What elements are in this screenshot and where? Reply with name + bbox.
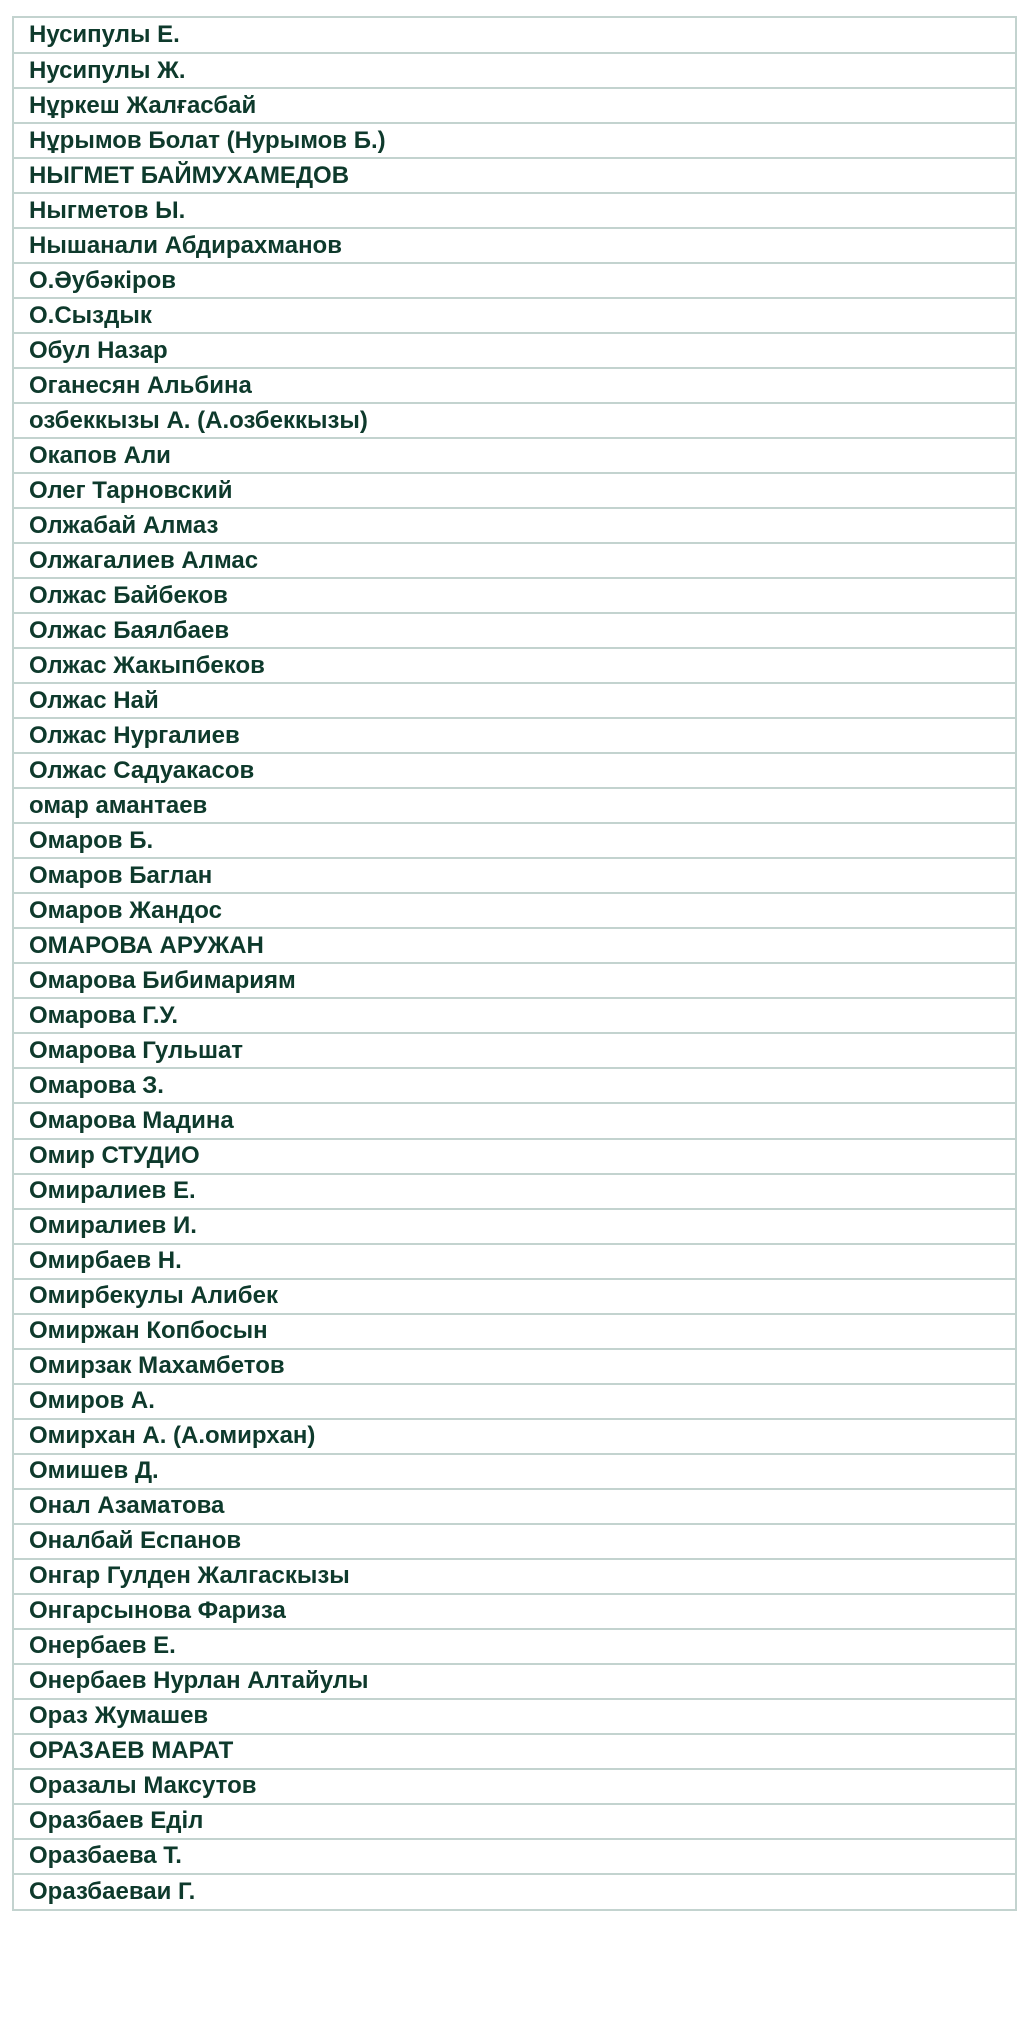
table-row xyxy=(14,263,1015,298)
table-row xyxy=(14,1419,1015,1454)
table-row xyxy=(14,578,1015,613)
name-cell: Омирхан А. (А.омирхан) xyxy=(14,1419,1015,1454)
name-cell: Оганесян Альбина xyxy=(14,368,1015,403)
name-cell: Омиралиев И. xyxy=(14,1209,1015,1244)
table-row xyxy=(14,1068,1015,1103)
name-cell: Нұркеш Жалғасбай xyxy=(14,88,1015,123)
name-cell: Омарова Бибимариям xyxy=(14,963,1015,998)
table-row xyxy=(14,963,1015,998)
table-row xyxy=(14,1594,1015,1629)
name-cell: Омиржан Копбосын xyxy=(14,1314,1015,1349)
name-cell: Онал Азаматова xyxy=(14,1489,1015,1524)
table-row xyxy=(14,1874,1015,1909)
name-cell: озбеккызы А. (А.озбеккызы) xyxy=(14,403,1015,438)
table-row xyxy=(14,298,1015,333)
table-row xyxy=(14,1839,1015,1874)
table-row xyxy=(14,1524,1015,1559)
name-cell: Олжагалиев Алмас xyxy=(14,543,1015,578)
name-cell: Омишев Д. xyxy=(14,1454,1015,1489)
name-cell: Онгар Гулден Жалгаскызы xyxy=(14,1559,1015,1594)
table-row xyxy=(14,788,1015,823)
table-row xyxy=(14,1349,1015,1384)
name-cell: Онербаев Нурлан Алтайулы xyxy=(14,1664,1015,1699)
table-row xyxy=(14,228,1015,263)
table-row xyxy=(14,928,1015,963)
table-row xyxy=(14,1174,1015,1209)
name-cell: Омирбекулы Алибек xyxy=(14,1279,1015,1314)
table-row xyxy=(14,158,1015,193)
table-row xyxy=(14,1384,1015,1419)
name-cell: Оразалы Максутов xyxy=(14,1769,1015,1804)
name-cell: омар амантаев xyxy=(14,788,1015,823)
name-cell: ОМАРОВА АРУЖАН xyxy=(14,928,1015,963)
table-row xyxy=(14,473,1015,508)
name-cell: Олжас Най xyxy=(14,683,1015,718)
name-cell: Олжас Байбеков xyxy=(14,578,1015,613)
name-cell: О.Әубәкіров xyxy=(14,263,1015,298)
table-row xyxy=(14,1489,1015,1524)
name-cell: О.Сыздык xyxy=(14,298,1015,333)
table-row xyxy=(14,823,1015,858)
name-cell: Омаров Б. xyxy=(14,823,1015,858)
name-cell: Омирбаев Н. xyxy=(14,1244,1015,1279)
names-table-grid xyxy=(14,18,1015,1909)
table-row xyxy=(14,648,1015,683)
table-row xyxy=(14,613,1015,648)
name-cell: Оразбаеваи Г. xyxy=(29,1877,196,1905)
name-cell: Нусипулы Ж. xyxy=(14,53,1015,88)
name-cell: Олжабай Алмаз xyxy=(14,508,1015,543)
table-row xyxy=(14,1103,1015,1138)
table-row xyxy=(14,1629,1015,1664)
table-row xyxy=(14,1769,1015,1804)
names-table xyxy=(12,16,1017,1911)
table-row xyxy=(14,753,1015,788)
name-cell: Омаров Баглан xyxy=(14,858,1015,893)
table-row xyxy=(14,368,1015,403)
table-row xyxy=(14,1139,1015,1174)
name-cell: Омарова Мадина xyxy=(14,1103,1015,1138)
table-row xyxy=(14,88,1015,123)
name-cell: Ораз Жумашев xyxy=(14,1699,1015,1734)
table-row xyxy=(14,683,1015,718)
name-cell: Олжас Жакыпбеков xyxy=(14,648,1015,683)
name-cell: Олжас Нургалиев xyxy=(14,718,1015,753)
table-row xyxy=(14,858,1015,893)
table-row xyxy=(14,438,1015,473)
name-cell: Онербаев Е. xyxy=(14,1629,1015,1664)
name-cell: Нұрымов Болат (Нурымов Б.) xyxy=(14,123,1015,158)
name-cell: Нусипулы Е. xyxy=(14,18,1015,53)
name-cell: Омарова Гульшат xyxy=(14,1033,1015,1068)
table-row xyxy=(14,1244,1015,1279)
name-cell: Омаров Жандос xyxy=(14,893,1015,928)
name-cell: Омирзак Махамбетов xyxy=(14,1349,1015,1384)
name-cell: Оразбаев Еділ xyxy=(14,1804,1015,1839)
table-row xyxy=(14,1279,1015,1314)
name-cell: ОРАЗАЕВ МАРАТ xyxy=(14,1734,1015,1769)
name-cell: Оналбай Еспанов xyxy=(14,1524,1015,1559)
table-row xyxy=(14,543,1015,578)
table-row xyxy=(14,1454,1015,1489)
table-row xyxy=(14,893,1015,928)
table-row xyxy=(14,1209,1015,1244)
table-row xyxy=(14,1314,1015,1349)
table-row xyxy=(14,1734,1015,1769)
table-row xyxy=(14,193,1015,228)
name-cell: Омарова З. xyxy=(14,1068,1015,1103)
table-row xyxy=(14,1033,1015,1068)
table-row xyxy=(14,1699,1015,1734)
name-cell: Ныгметов Ы. xyxy=(14,193,1015,228)
name-cell: Омиров А. xyxy=(14,1384,1015,1419)
name-cell: Омарова Г.У. xyxy=(14,998,1015,1033)
table-row xyxy=(14,53,1015,88)
name-cell: Олжас Баялбаев xyxy=(14,613,1015,648)
name-cell: Олег Тарновский xyxy=(14,473,1015,508)
name-cell: Обул Назар xyxy=(14,333,1015,368)
name-cell: НЫГМЕТ БАЙМУХАМЕДОВ xyxy=(14,158,1015,193)
table-row xyxy=(14,1664,1015,1699)
name-cell: Нышанали Абдирахманов xyxy=(14,228,1015,263)
name-cell: Олжас Садуакасов xyxy=(14,753,1015,788)
names-table-body xyxy=(14,18,1015,1909)
table-row xyxy=(14,123,1015,158)
table-row xyxy=(14,403,1015,438)
name-cell: Онгарсынова Фариза xyxy=(14,1594,1015,1629)
table-row xyxy=(14,508,1015,543)
name-cell: Оразбаева Т. xyxy=(14,1839,1015,1874)
table-row xyxy=(14,1559,1015,1594)
name-cell: Омиралиев Е. xyxy=(14,1174,1015,1209)
table-row xyxy=(14,718,1015,753)
table-row xyxy=(14,333,1015,368)
table-row xyxy=(14,18,1015,53)
name-cell: Окапов Али xyxy=(14,438,1015,473)
table-row xyxy=(14,998,1015,1033)
name-cell: Омир СТУДИО xyxy=(14,1139,1015,1174)
table-row xyxy=(14,1804,1015,1839)
